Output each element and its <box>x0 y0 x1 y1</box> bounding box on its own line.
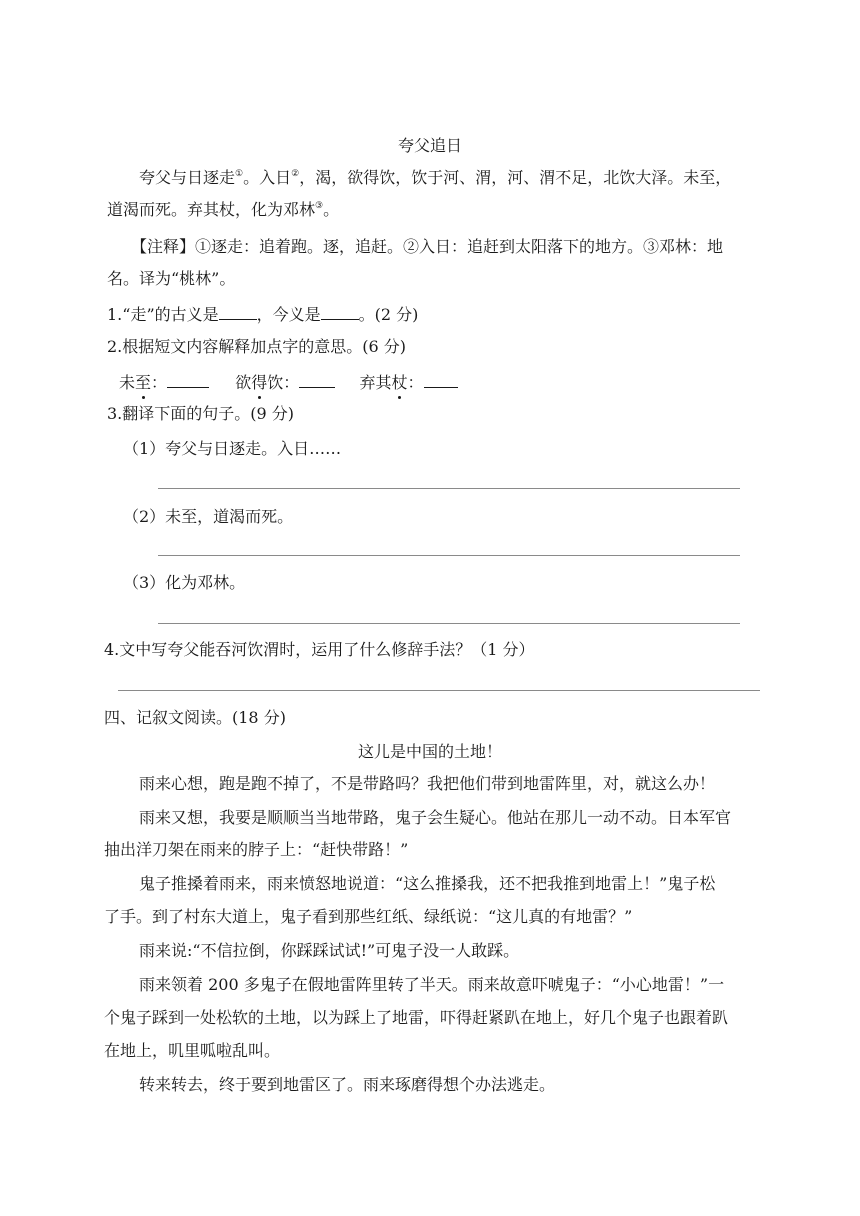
answer-line-3-3[interactable] <box>158 623 740 624</box>
answer-line-3-1[interactable] <box>158 488 740 489</box>
story-paragraph: 雨来领着 200 多鬼子在假地雷阵里转了半天。雨来故意吓唬鬼子：“小心地雷！”一 <box>139 975 725 994</box>
passage-line-1: 夸父与日逐走①。入日②，渴，欲得饮，饮于河、渭，河、渭不足，北饮大泽。未至， <box>139 168 732 187</box>
story-paragraph: 转来转去，终于要到地雷区了。雨来琢磨得想个办法逃走。 <box>139 1075 556 1094</box>
annotation-line-1: 【注释】①逐走：追着跑。逐，追赶。②入日：追赶到太阳落下的地方。③邓林：地 <box>131 237 724 256</box>
story-title: 这儿是中国的土地！ <box>357 742 502 761</box>
section-4-heading: 四、记叙文阅读。(18 分) <box>104 708 286 727</box>
question-3-2: （2）未至，道渴而死。 <box>123 507 294 526</box>
question-1: 1.“走”的古义是 ，今义是 。(2 分) <box>107 305 419 324</box>
dotted-char-zhang: 杖 <box>391 373 408 392</box>
answer-line-3-2[interactable] <box>158 555 740 556</box>
passage-line-2: 道渴而死。弃其杖，化为邓林③。 <box>107 200 340 219</box>
story-paragraph: 雨来又想，我要是顺顺当当地带路，鬼子会生疑心。他站在那儿一动不动。日本军官 <box>139 808 732 827</box>
answer-blank-zhi[interactable] <box>167 371 209 388</box>
story-paragraph-cont: 在地上，叽里呱啦乱叫。 <box>104 1041 281 1060</box>
answer-blank-ancient[interactable] <box>219 303 257 320</box>
story-paragraph: 鬼子推搡着雨来，雨来愤怒地说道：“这么推搡我，还不把我推到地雷上！”鬼子松 <box>139 874 716 893</box>
story-paragraph: 雨来说:“不信拉倒，你踩踩试试!”可鬼子没一人敢踩。 <box>139 941 520 960</box>
note-mark-2: ② <box>291 169 300 179</box>
note-mark-1: ① <box>235 169 244 179</box>
dotted-char-de: 得 <box>251 373 268 392</box>
question-2: 2.根据短文内容解释加点字的意思。(6 分) <box>107 337 407 356</box>
story-paragraph: 雨来心想，跑是跑不掉了，不是带路吗？我把他们带到地雷阵里，对，就这么办！ <box>139 774 716 793</box>
note-mark-3: ③ <box>315 201 324 211</box>
question-3: 3.翻译下面的句子。(9 分) <box>107 404 295 423</box>
question-4: 4.文中写夸父能吞河饮渭时，运用了什么修辞手法？（1 分） <box>104 640 535 659</box>
passage-title: 夸父追日 <box>397 136 462 155</box>
annotation-line-2: 名。译为“桃林”。 <box>107 269 236 288</box>
answer-blank-modern[interactable] <box>321 303 359 320</box>
story-paragraph-cont: 了手。到了村东大道上，鬼子看到那些红纸、绿纸说：“这儿真的有地雷？” <box>104 907 633 926</box>
story-paragraph-cont: 个鬼子踩到一处松软的土地，以为踩上了地雷，吓得赶紧趴在地上，好几个鬼子也跟着趴 <box>104 1008 729 1027</box>
answer-blank-zhang[interactable] <box>424 371 458 388</box>
question-3-1: （1）夸父与日逐走。入日…… <box>123 439 342 458</box>
dotted-char-zhi: 至 <box>135 373 152 392</box>
answer-line-4[interactable] <box>118 690 760 691</box>
question-2-items: 未至： 欲得饮： 弃其杖： <box>119 371 458 393</box>
question-3-3: （3）化为邓林。 <box>123 573 246 592</box>
story-paragraph-cont: 抽出洋刀架在雨来的脖子上：“赶快带路！” <box>104 840 409 859</box>
answer-blank-de[interactable] <box>299 371 335 388</box>
